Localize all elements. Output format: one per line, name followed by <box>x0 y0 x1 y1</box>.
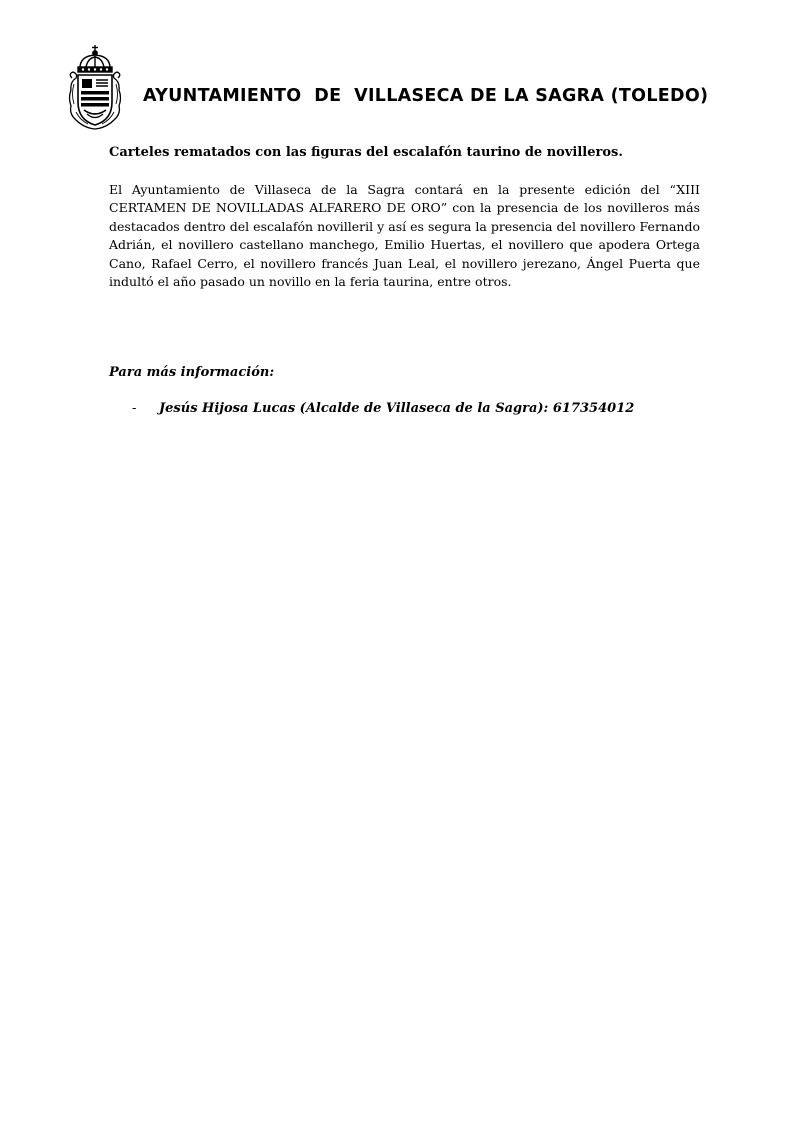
contact-text: Jesús Hijosa Lucas (Alcalde de Villaseca de la Sagra): 617354012 <box>159 401 635 416</box>
coat-of-arms-icon <box>66 44 124 130</box>
article-body: El Ayuntamiento de Villaseca de la Sagra contará en la presente edición del “XIII CERTAMEN DE NOVILLADAS ALFARERO DE ORO” con la presencia de los novilleros más destacados dentro del escalafón novilleril y así es segura la presencia del novillero Fernando Adrián, el novillero castellano manchego, Emilio Huertas, el novillero que apodera Ortega Cano, Rafael Cerro, el novillero francés Juan Leal, el novillero jerezano, Ángel Puerta que indultó el año pasado un novillo en la feria taurina, entre otros. <box>109 182 700 290</box>
contact-list-item <box>132 400 712 418</box>
list-bullet: - <box>132 401 137 416</box>
header-title: AYUNTAMIENTO DE VILLASECA DE LA SAGRA (TOLEDO) <box>143 86 709 106</box>
info-heading: Para más información: <box>109 365 275 380</box>
article-subtitle: Carteles rematados con las figuras del escalafón taurino de novilleros. <box>109 145 623 160</box>
